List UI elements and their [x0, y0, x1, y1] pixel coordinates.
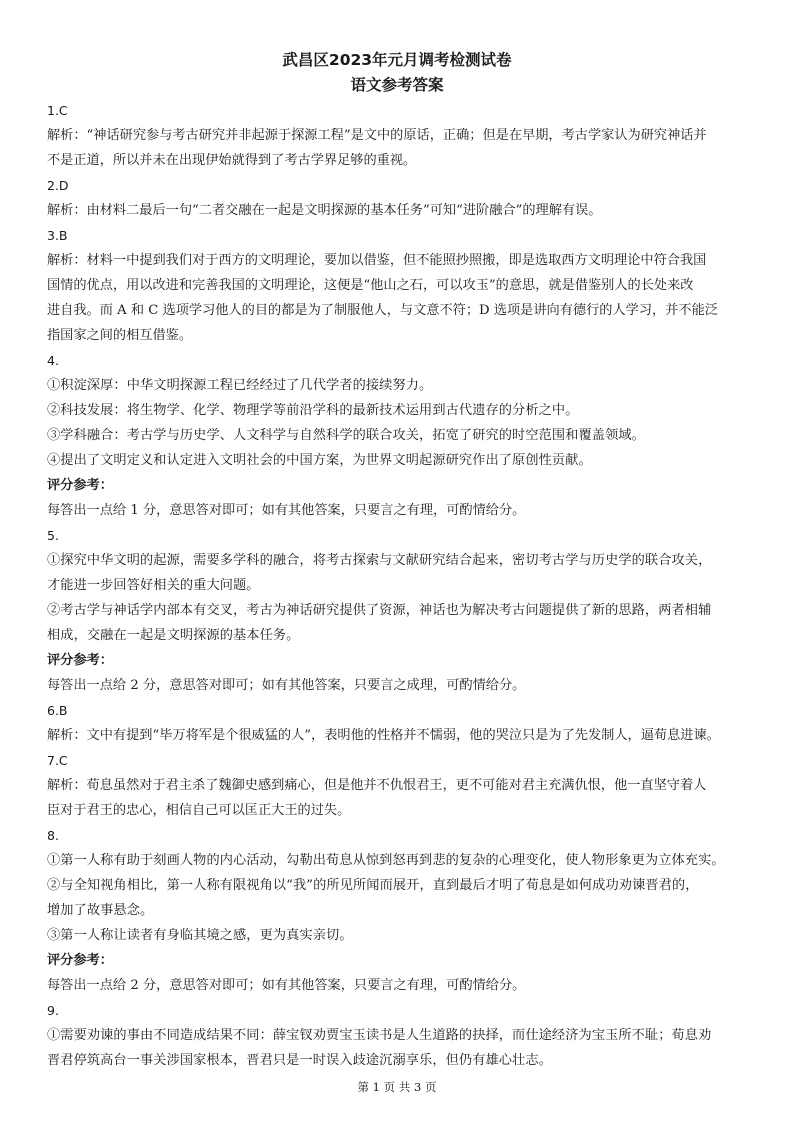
answer-line: 国情的优点，用以改进和完善我国的文明理论，这便是“他山之石，可以攻玉”的意思，就是借鉴别人的长处来改 — [47, 278, 694, 293]
answer-line: 每答出一点给 2 分，意思答对即可；如有其他答案，只要言之有理，可酌情给分。 — [47, 978, 526, 993]
scoring-heading: 评分参考： — [47, 478, 113, 493]
question-number: 7.C — [47, 753, 68, 768]
answer-key-subtitle: 语文参考答案 — [350, 76, 444, 94]
scoring-heading: 评分参考： — [47, 953, 113, 968]
page-footer: 第 1 页 共 3 页 — [357, 1080, 437, 1094]
question-number: 9. — [47, 1003, 59, 1018]
answer-line: ④提出了文明定义和认定进入文明社会的中国方案，为世界文明起源研究作出了原创性贡献。 — [47, 453, 592, 468]
answer-line: ①积淀深厚：中华文明探源工程已经经过了几代学者的接续努力。 — [47, 378, 433, 393]
answer-line: 解析：材料一中提到我们对于西方的文明理论，要加以借鉴，但不能照抄照搬，即是选取西方文明理论中符合我国 — [47, 253, 707, 268]
question-number: 1.C — [47, 103, 68, 118]
answer-line: 晋君停筑高台一事关涉国家根本，晋君只是一时误入歧途沉溺享乐，但仍有雄心壮志。 — [47, 1053, 552, 1068]
answer-content — [47, 98, 752, 1073]
question-number: 5. — [47, 528, 59, 543]
answer-line: ①第一人称有助于刻画人物的内心活动，勾勒出荀息从惊到怒再到悲的复杂的心理变化，使人物形象更为立体充实。 — [47, 853, 725, 868]
question-number: 6.B — [47, 703, 68, 718]
scoring-heading: 评分参考： — [47, 653, 113, 668]
answer-line: ①需要劝谏的事由不同造成结果不同：薛宝钗劝贾宝玉读书是人生道路的抉择，而仕途经济为宝玉所不耻；荀息劝 — [47, 1028, 712, 1043]
answer-line: ①探究中华文明的起源，需要多学科的融合，将考古探索与文献研究结合起来，密切考古学与历史学的联合攻关， — [47, 553, 712, 568]
answer-line: ②与全知视角相比，第一人称有限视角以“我”的所见所闻而展开，直到最后才明了荀息是如何成功劝谏晋君的， — [47, 878, 699, 893]
answer-line: 每答出一点给 1 分，意思答对即可；如有其他答案，只要言之有理，可酌情给分。 — [47, 503, 526, 518]
question-number: 4. — [47, 353, 59, 368]
question-number: 3.B — [47, 228, 68, 243]
answer-line: ③第一人称让读者有身临其境之感，更为真实亲切。 — [47, 928, 353, 943]
answer-line: 解析：由材料二最后一句“二者交融在一起是文明探源的基本任务”可知“进阶融合”的理解有误。 — [47, 203, 602, 218]
answer-line: 解析：“神话研究参与考古研究并非起源于探源工程”是文中的原话，正确；但是在早期，考古学家认为研究神话并 — [47, 128, 707, 143]
answer-line: ③学科融合：考古学与历史学、人文科学与自然科学的联合攻关，拓宽了研究的时空范围和覆盖领域。 — [47, 428, 645, 443]
answer-line: 增加了故事悬念。 — [47, 903, 154, 918]
answer-line: 进自我。而 A 和 C 选项学习他人的目的都是为了制服他人，与文意不符；D 选项是讲向有德行的人学习，并不能泛 — [47, 303, 718, 318]
answer-line: 相成，交融在一起是文明探源的基本任务。 — [47, 628, 300, 643]
answer-line: 每答出一点给 2 分，意思答对即可；如有其他答案，只要言之成理，可酌情给分。 — [47, 678, 526, 693]
answer-line: 臣对于君王的忠心，相信自己可以匡正大王的过失。 — [47, 803, 351, 818]
answer-line: ②考古学与神话学内部本有交叉，考古为神话研究提供了资源，神话也为解决考古问题提供了新的思路，两者相辅 — [47, 603, 712, 618]
exam-title: 武昌区2023年元月调考检测试卷 — [282, 51, 512, 69]
question-number: 8. — [47, 828, 59, 843]
answer-line: 解析：荀息虽然对于君主杀了魏御史感到痛心，但是他并不仇恨君王，更不可能对君主充满仇恨，他一直坚守着人 — [47, 778, 707, 793]
answer-line: 指国家之间的相互借鉴。 — [47, 328, 193, 343]
answer-line: 解析：文中有提到“毕万将军是个很威猛的人”，表明他的性格并不懦弱，他的哭泣只是为了先发制人，逼荀息进谏。 — [47, 728, 720, 743]
answer-line: ②科技发展：将生物学、化学、物理学等前沿学科的最新技术运用到古代遗存的分析之中。 — [47, 403, 579, 418]
answer-line: 不是正道，所以并未在出现伊始就得到了考古学界足够的重视。 — [47, 153, 417, 168]
question-number: 2.D — [47, 178, 69, 193]
answer-line: 才能进一步回答好相关的重大问题。 — [47, 578, 260, 593]
